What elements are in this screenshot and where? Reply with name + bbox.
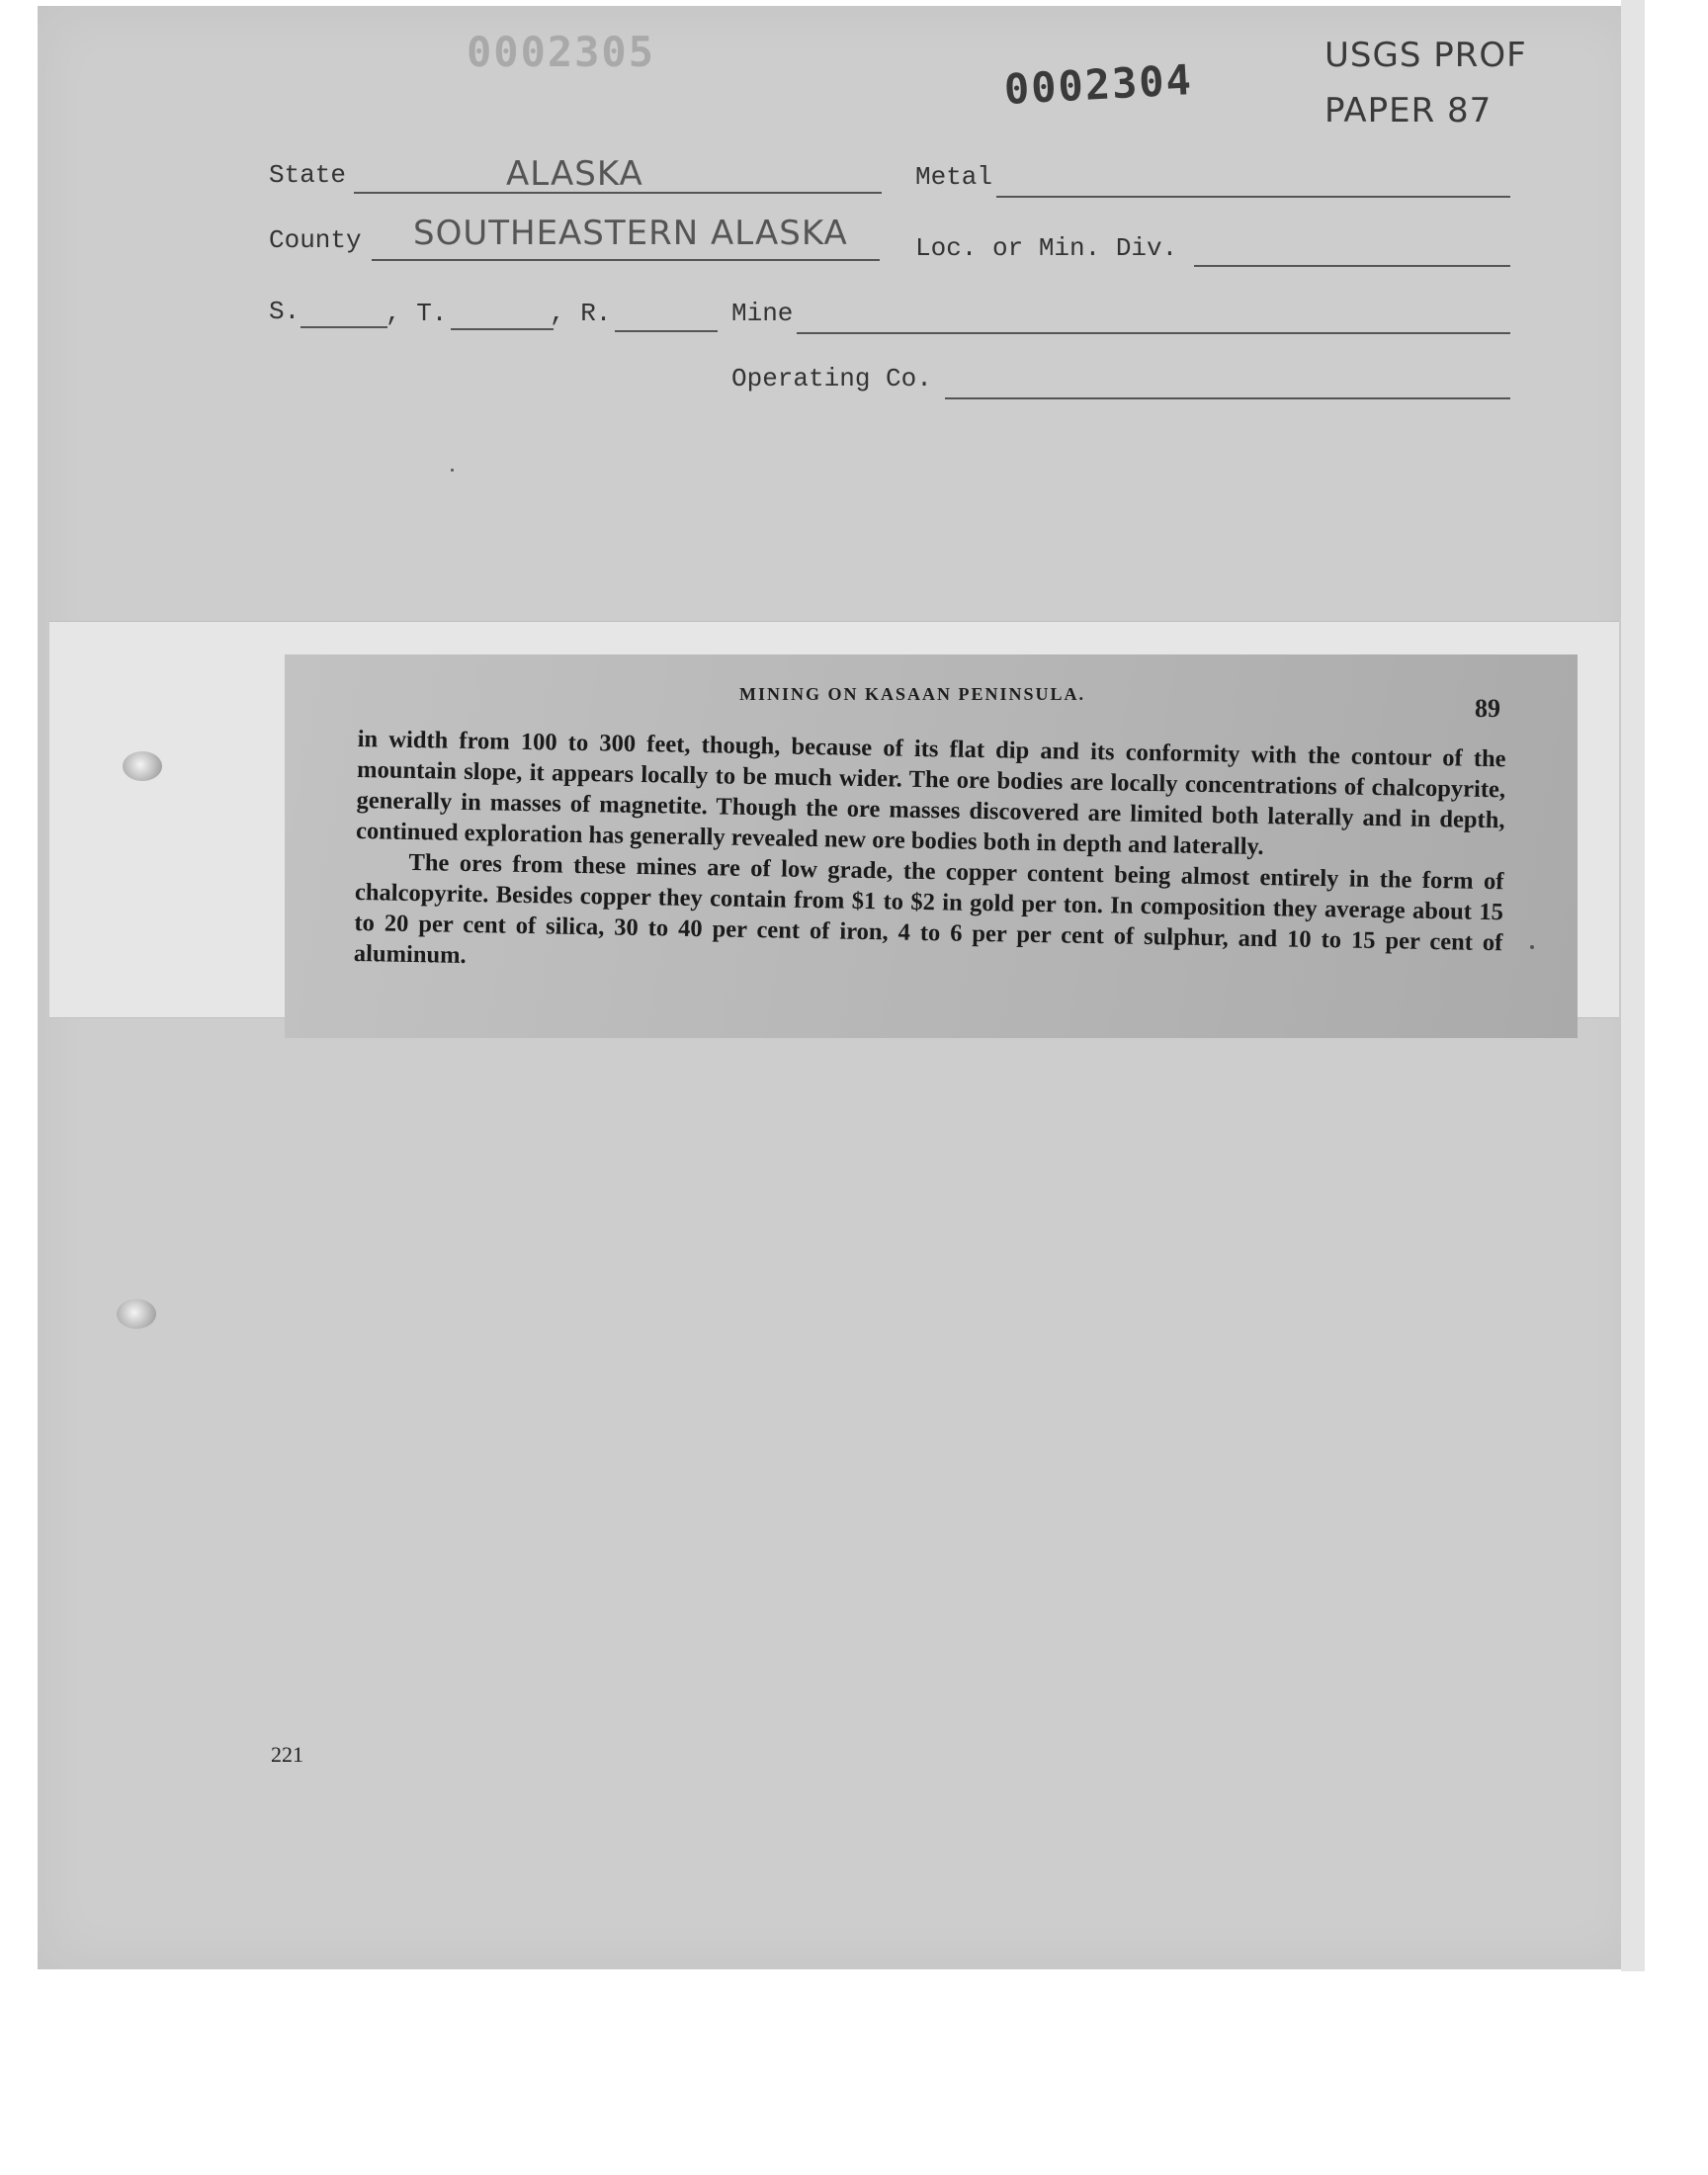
publication-reference: [1324, 28, 1527, 138]
publication-line2: PAPER 87: [1324, 91, 1493, 130]
punch-hole-top: [123, 751, 162, 781]
publication-line1: USGS PROF: [1324, 36, 1527, 75]
range-label: , R.: [550, 299, 612, 328]
clipping-paragraph-2: The ores from these mines are of low grade, the copper content being almost entirely in the form of chalcopyrite. Besides copper they contain from $1 to $2 in gold per ton. In composition they average about 15 to 20 per cent of silica, 30 to 40 per cent of iron, 4 to 6 per per cent of sulphur, and 10 to 15 per cent of aluminum.: [353, 848, 1504, 969]
speck-mark: [1530, 945, 1534, 949]
clipping-body: [354, 724, 1506, 989]
operating-co-label: Operating Co.: [731, 364, 932, 393]
township-line: [451, 328, 554, 330]
section-label: S.: [269, 297, 300, 326]
section-line: [300, 326, 387, 328]
clipping-paragraph-1: in width from 100 to 300 feet, though, because of its flat dip and its conformity with the contour of the mountain slope, it appears locally to be much wider. The ore bodies are locally concentrations of chalcopyrite, generally in masses of magnetite. Though the ore masses discovered are limited both laterally and in depth, continued exploration has generally revealed new ore bodies both in depth and laterally.: [355, 725, 1506, 861]
range-line: [615, 330, 718, 332]
mine-line: [797, 332, 1510, 334]
punch-hole-bottom: [117, 1299, 156, 1329]
operating-co-line: [945, 397, 1510, 399]
clipping-page-number: 89: [1475, 694, 1500, 723]
state-value: ALASKA: [506, 154, 643, 194]
card-number: 221: [271, 1742, 303, 1767]
faded-stamp-number: 0002305: [467, 28, 656, 76]
loc-line: [1194, 265, 1510, 267]
metal-label: Metal: [915, 162, 993, 192]
metal-line: [996, 196, 1510, 198]
county-label: County: [269, 225, 362, 255]
stamp-number: 0002304: [1002, 55, 1195, 114]
state-label: State: [269, 160, 347, 190]
clipping-header: MINING ON KASAAN PENINSULA.: [739, 684, 1086, 704]
mine-label: Mine: [731, 299, 794, 328]
county-value: SOUTHEASTERN ALASKA: [413, 214, 848, 253]
county-line: [372, 259, 880, 261]
township-label: , T.: [385, 299, 448, 328]
speck-mark: [451, 469, 454, 472]
card-edge: [1621, 0, 1645, 1971]
loc-label: Loc. or Min. Div.: [915, 233, 1178, 263]
